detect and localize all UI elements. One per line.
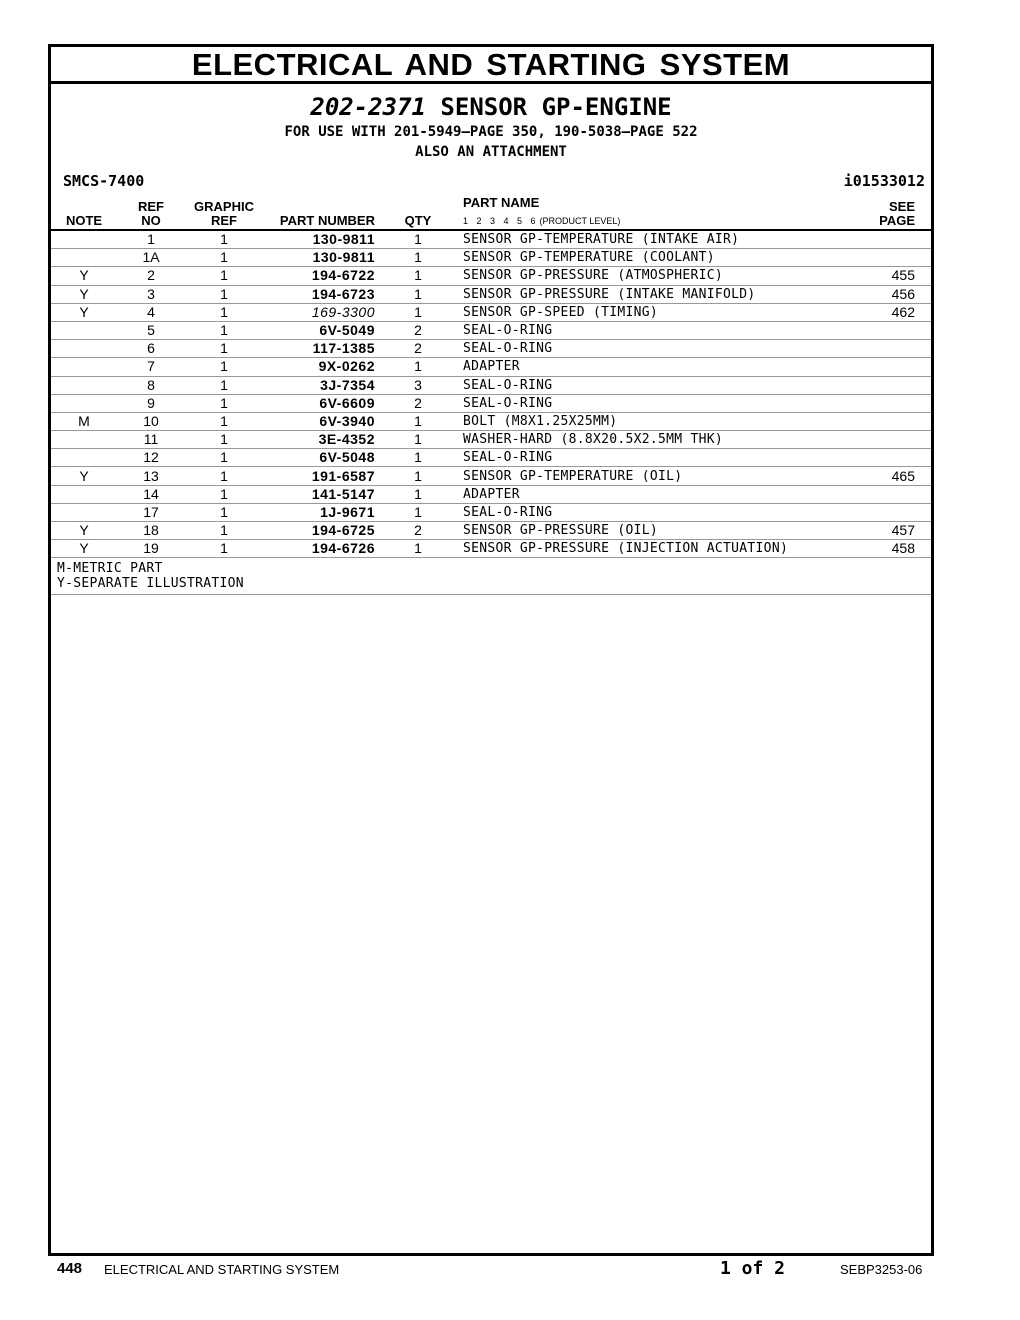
part-number-cell: 6V-3940: [263, 412, 383, 430]
part-number-cell: 194-6723: [263, 285, 383, 303]
table-row: [51, 467, 931, 485]
graphic-ref-cell: 1: [185, 503, 263, 521]
part-name-cell: SEAL-O-RING: [453, 321, 857, 339]
note-cell: [51, 230, 117, 249]
note-cell: Y: [51, 285, 117, 303]
see-page-cell: 456: [857, 285, 931, 303]
part-number-cell: 6V-6609: [263, 394, 383, 412]
qty-cell: 3: [383, 376, 453, 394]
table-row: [51, 431, 931, 449]
group-title: [51, 92, 931, 122]
note-cell: Y: [51, 267, 117, 285]
part-number-cell: 130-9811: [263, 230, 383, 249]
part-name-cell: SEAL-O-RING: [453, 503, 857, 521]
part-number-cell: 194-6722: [263, 267, 383, 285]
note-separate-illustration: Y-SEPARATE ILLUSTRATION: [57, 576, 244, 592]
graphic-ref-cell: 1: [185, 394, 263, 412]
illustration-id: i01533012: [843, 172, 925, 190]
graphic-ref-cell: 1: [185, 412, 263, 430]
qty-cell: 1: [383, 303, 453, 321]
ref-no-cell: 5: [117, 321, 185, 339]
graphic-ref-cell: 1: [185, 431, 263, 449]
page-footer: [0, 1260, 1020, 1284]
graphic-ref-cell: 1: [185, 522, 263, 540]
note-cell: [51, 321, 117, 339]
qty-cell: 1: [383, 230, 453, 249]
part-number-cell: 169-3300: [263, 303, 383, 321]
graphic-ref-cell: 1: [185, 303, 263, 321]
note-cell: Y: [51, 303, 117, 321]
see-page-cell: 458: [857, 540, 931, 558]
ref-no-cell: 11: [117, 431, 185, 449]
see-page-cell: [857, 340, 931, 358]
table-row: [51, 412, 931, 430]
note-cell: M: [51, 412, 117, 430]
page-number: 448: [57, 1260, 83, 1277]
graphic-ref-cell: 1: [185, 376, 263, 394]
see-page-cell: [857, 321, 931, 339]
graphic-ref-cell: 1: [185, 540, 263, 558]
qty-cell: 1: [383, 285, 453, 303]
table-row: [51, 321, 931, 339]
see-page-cell: [857, 431, 931, 449]
note-cell: [51, 431, 117, 449]
parts-table: [51, 192, 931, 558]
table-row: [51, 358, 931, 376]
note-metric: M-METRIC PART: [57, 561, 163, 577]
table-row: [51, 394, 931, 412]
part-number-cell: 1J-9671: [263, 503, 383, 521]
page-title: ELECTRICAL AND STARTING SYSTEM: [51, 47, 931, 84]
part-number-cell: 141-5147: [263, 485, 383, 503]
part-number-cell: 9X-0262: [263, 358, 383, 376]
graphic-ref-cell: 1: [185, 321, 263, 339]
see-page-cell: [857, 249, 931, 267]
see-page-cell: 455: [857, 267, 931, 285]
part-name-cell: SENSOR GP-PRESSURE (INTAKE MANIFOLD): [453, 285, 857, 303]
ref-no-cell: 1: [117, 230, 185, 249]
part-number-cell: 194-6725: [263, 522, 383, 540]
qty-cell: 1: [383, 503, 453, 521]
part-name-cell: ADAPTER: [453, 485, 857, 503]
qty-cell: 2: [383, 321, 453, 339]
ref-no-cell: 3: [117, 285, 185, 303]
ref-no-cell: 17: [117, 503, 185, 521]
see-page-cell: [857, 503, 931, 521]
note-cell: [51, 503, 117, 521]
part-name-cell: ADAPTER: [453, 358, 857, 376]
part-name-cell: SENSOR GP-TEMPERATURE (COOLANT): [453, 249, 857, 267]
part-number-cell: 191-6587: [263, 467, 383, 485]
part-number-cell: 6V-5049: [263, 321, 383, 339]
ref-no-cell: 9: [117, 394, 185, 412]
col-part-name: PART NAME 1 2 3 4 5 6 (PRODUCT LEVEL): [453, 192, 857, 230]
note-cell: [51, 340, 117, 358]
table-row: [51, 340, 931, 358]
part-name-cell: WASHER-HARD (8.8X20.5X2.5MM THK): [453, 431, 857, 449]
graphic-ref-cell: 1: [185, 267, 263, 285]
ref-no-cell: 4: [117, 303, 185, 321]
qty-cell: 1: [383, 249, 453, 267]
qty-cell: 1: [383, 449, 453, 467]
part-name-cell: SENSOR GP-TEMPERATURE (OIL): [453, 467, 857, 485]
ref-no-cell: 10: [117, 412, 185, 430]
ref-no-cell: 13: [117, 467, 185, 485]
see-page-cell: 465: [857, 467, 931, 485]
graphic-ref-cell: 1: [185, 358, 263, 376]
qty-cell: 1: [383, 358, 453, 376]
table-row: [51, 540, 931, 558]
table-row: [51, 285, 931, 303]
table-row: [51, 249, 931, 267]
note-cell: [51, 394, 117, 412]
graphic-ref-cell: 1: [185, 467, 263, 485]
ref-no-cell: 8: [117, 376, 185, 394]
col-note: NOTE: [51, 192, 117, 230]
col-graphic-ref: GRAPHIC REF: [185, 192, 263, 230]
ref-no-cell: 18: [117, 522, 185, 540]
see-page-cell: 462: [857, 303, 931, 321]
group-part-number: 202-2371: [310, 93, 426, 121]
meta-row: [51, 170, 931, 192]
graphic-ref-cell: 1: [185, 485, 263, 503]
qty-cell: 2: [383, 522, 453, 540]
part-name-cell: SEAL-O-RING: [453, 340, 857, 358]
col-see-page: SEE PAGE: [857, 192, 931, 230]
col-qty: QTY: [383, 192, 453, 230]
document-id: SEBP3253-06: [840, 1262, 923, 1277]
see-page-cell: [857, 230, 931, 249]
use-with-line: FOR USE WITH 201-5949—PAGE 350, 190-5038—PAGE 522: [284, 124, 698, 140]
part-name-cell: SENSOR GP-PRESSURE (INJECTION ACTUATION): [453, 540, 857, 558]
see-page-cell: [857, 358, 931, 376]
graphic-ref-cell: 1: [185, 285, 263, 303]
col-part-number: PART NUMBER: [263, 192, 383, 230]
part-name-cell: SENSOR GP-PRESSURE (ATMOSPHERIC): [453, 267, 857, 285]
ref-no-cell: 12: [117, 449, 185, 467]
ref-no-cell: 14: [117, 485, 185, 503]
ref-no-cell: 1A: [117, 249, 185, 267]
table-row: [51, 449, 931, 467]
note-cell: [51, 376, 117, 394]
qty-cell: 2: [383, 394, 453, 412]
part-name-cell: SEAL-O-RING: [453, 376, 857, 394]
see-page-cell: [857, 412, 931, 430]
note-cell: Y: [51, 522, 117, 540]
part-number-cell: 6V-5048: [263, 449, 383, 467]
part-number-cell: 194-6726: [263, 540, 383, 558]
table-row: [51, 485, 931, 503]
part-number-cell: 117-1385: [263, 340, 383, 358]
smcs-code: SMCS-7400: [63, 172, 145, 190]
part-number-cell: 3E-4352: [263, 431, 383, 449]
graphic-ref-cell: 1: [185, 249, 263, 267]
part-number-cell: 130-9811: [263, 249, 383, 267]
table-row: [51, 376, 931, 394]
ref-no-cell: 2: [117, 267, 185, 285]
page-of: 1 of 2: [720, 1258, 786, 1279]
note-cell: [51, 249, 117, 267]
see-page-cell: [857, 485, 931, 503]
ref-no-cell: 7: [117, 358, 185, 376]
see-page-cell: [857, 394, 931, 412]
ref-no-cell: 19: [117, 540, 185, 558]
ref-no-cell: 6: [117, 340, 185, 358]
see-page-cell: [857, 376, 931, 394]
see-page-cell: 457: [857, 522, 931, 540]
table-row: [51, 503, 931, 521]
graphic-ref-cell: 1: [185, 230, 263, 249]
graphic-ref-cell: 1: [185, 340, 263, 358]
page-frame: [48, 44, 934, 1256]
see-page-cell: [857, 449, 931, 467]
part-number-cell: 3J-7354: [263, 376, 383, 394]
qty-cell: 1: [383, 431, 453, 449]
group-name: SENSOR GP-ENGINE: [440, 93, 672, 121]
table-row: [51, 303, 931, 321]
note-cell: Y: [51, 540, 117, 558]
part-name-cell: SEAL-O-RING: [453, 394, 857, 412]
qty-cell: 2: [383, 340, 453, 358]
qty-cell: 1: [383, 467, 453, 485]
product-levels: 1 2 3 4 5 6 (PRODUCT LEVEL): [463, 216, 621, 226]
notes-legend: [51, 558, 931, 595]
attachment-line: ALSO AN ATTACHMENT: [415, 144, 567, 160]
part-name-cell: SEAL-O-RING: [453, 449, 857, 467]
qty-cell: 1: [383, 540, 453, 558]
table-header: [51, 192, 931, 230]
note-cell: Y: [51, 467, 117, 485]
footer-section: ELECTRICAL AND STARTING SYSTEM: [104, 1262, 340, 1277]
qty-cell: 1: [383, 267, 453, 285]
part-name-cell: SENSOR GP-PRESSURE (OIL): [453, 522, 857, 540]
table-row: [51, 230, 931, 249]
part-name-cell: SENSOR GP-TEMPERATURE (INTAKE AIR): [453, 230, 857, 249]
graphic-ref-cell: 1: [185, 449, 263, 467]
note-cell: [51, 485, 117, 503]
note-cell: [51, 449, 117, 467]
table-row: [51, 522, 931, 540]
note-cell: [51, 358, 117, 376]
part-name-cell: BOLT (M8X1.25X25MM): [453, 412, 857, 430]
table-row: [51, 267, 931, 285]
qty-cell: 1: [383, 412, 453, 430]
col-ref: REF NO: [117, 192, 185, 230]
part-name-cell: SENSOR GP-SPEED (TIMING): [453, 303, 857, 321]
qty-cell: 1: [383, 485, 453, 503]
